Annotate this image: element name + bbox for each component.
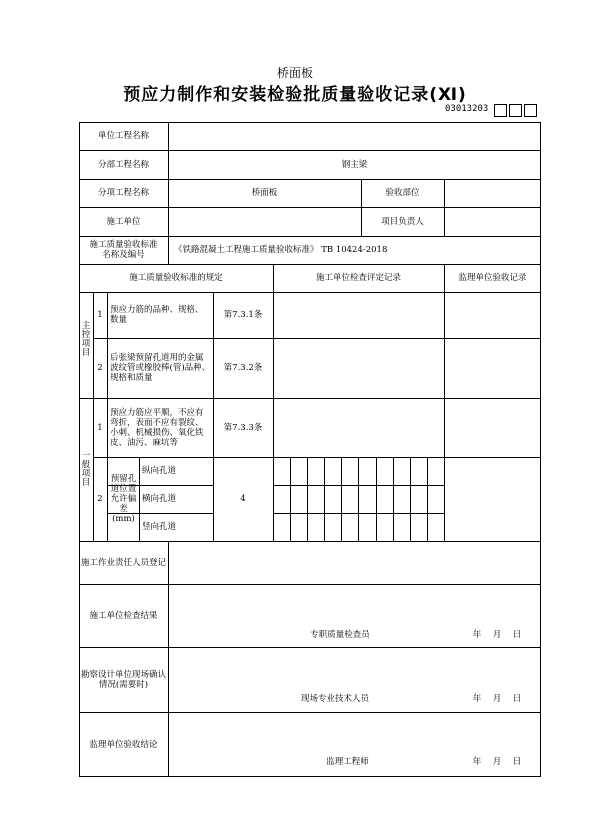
- project-manager-label: 项目负责人: [381, 216, 424, 227]
- col-divider: [139, 457, 140, 541]
- general-item-1-no: 1: [97, 422, 103, 433]
- grid-cell-divider: [290, 457, 291, 541]
- tolerance-value: 4: [240, 494, 246, 504]
- main-item-2-clause: 第7.3.2条: [223, 363, 263, 373]
- code-box-3[interactable]: [524, 104, 537, 117]
- grid-cell-divider: [341, 457, 342, 541]
- unit-project-value[interactable]: [168, 122, 541, 150]
- code-box-2[interactable]: [509, 104, 522, 117]
- design-confirm-label: 勘察设计单位现场确认情况(需要时): [80, 669, 166, 690]
- general-item-1-clause: 第7.3.3条: [223, 422, 263, 433]
- standard-label-line1: 施工质量验收标准: [89, 240, 158, 250]
- main-item-1-desc: 预应力筋的品种、规格、数量: [110, 305, 204, 325]
- header-standard-spec: 施工质量验收标准的规定: [129, 273, 223, 283]
- general-item-1-desc: 预应力筋应平顺，不应有弯折，表面不应有裂纹、小刺、机械损伤、氧化铁皮、油污、麻坑等: [110, 407, 204, 448]
- acceptance-part-value[interactable]: [444, 179, 541, 207]
- grid-cell-divider: [307, 457, 308, 541]
- standard-label-line2: 名称及编号: [102, 250, 145, 260]
- col-divider: [273, 264, 274, 541]
- code-box-1[interactable]: [494, 104, 507, 117]
- main-control-group-label: 主控项目: [81, 321, 91, 358]
- form-title: 预应力制作和安装检验批质量验收记录(Ⅺ): [123, 85, 467, 105]
- subdivision-value[interactable]: 桥面板: [251, 188, 278, 198]
- main-item-1-no: 1: [97, 310, 103, 320]
- sub-row-vertical: 竖向孔道: [142, 522, 177, 532]
- main-item-2-desc: 后张梁预留孔道用的金属波纹管或橡胶棒(管)品种、规格和质量: [110, 353, 211, 383]
- subdivision-label: 分项工程名称: [97, 188, 149, 198]
- grid-cell-divider: [393, 457, 394, 541]
- main-item-2-no: 2: [97, 363, 103, 373]
- general-group-label: 一般项目: [81, 451, 91, 488]
- construction-check-result-label: 施工单位检查结果: [89, 610, 158, 621]
- construction-unit-label: 施工单位: [106, 216, 141, 227]
- date-month: 月: [492, 757, 502, 767]
- general-item-2-no: 2: [97, 494, 103, 504]
- quality-inspector-label: 专职质量检查员: [310, 630, 370, 640]
- standard-label: [79, 236, 168, 264]
- form-subtitle: 桥面板: [276, 66, 313, 80]
- worker-register-label: 施工作业责任人员登记: [80, 557, 166, 568]
- header-supervision-record: 监理单位验收记录: [458, 273, 527, 283]
- date-year: 年: [472, 757, 482, 767]
- date-day: 日: [512, 694, 522, 704]
- main-item-1-clause: 第7.3.1条: [223, 310, 263, 320]
- sub-row-longitudinal: 纵向孔道: [142, 466, 177, 476]
- construction-unit-value[interactable]: [168, 207, 361, 236]
- grid-cell-divider: [376, 457, 377, 541]
- col-divider: [168, 541, 169, 777]
- unit-project-label: 单位工程名称: [97, 131, 149, 141]
- date-month: 月: [492, 630, 502, 640]
- date-month: 月: [492, 694, 502, 704]
- header-construction-check: 施工单位检查评定记录: [315, 273, 401, 283]
- date-day: 日: [512, 630, 522, 640]
- acceptance-part-label: 验收部位: [385, 188, 420, 198]
- grid-cell-divider: [410, 457, 411, 541]
- division-label: 分部工程名称: [97, 159, 149, 170]
- standard-value: 《铁路混凝土工程施工质量验收标准》 TB 10424-2018: [174, 245, 388, 255]
- col-divider: [444, 264, 445, 541]
- sub-row-transverse: 横向孔道: [142, 494, 177, 504]
- grid-cell-divider: [427, 457, 428, 541]
- date-year: 年: [472, 630, 482, 640]
- col-divider: [107, 292, 108, 541]
- general-item-2-label: 预留孔道位置允许偏差(mm): [110, 474, 137, 524]
- col-divider: [168, 236, 169, 264]
- supervision-conclusion-label: 监理单位验收结论: [89, 739, 158, 750]
- grid-cell-divider: [324, 457, 325, 541]
- grid-cell-divider: [358, 457, 359, 541]
- form-code: 03013203: [445, 104, 489, 114]
- date-day: 日: [512, 757, 522, 767]
- division-value[interactable]: 钢主梁: [341, 159, 368, 170]
- supervision-engineer-label: 监理工程师: [326, 757, 369, 767]
- project-manager-value[interactable]: [444, 207, 541, 236]
- date-year: 年: [472, 694, 482, 704]
- site-tech-label: 现场专业技术人员: [300, 694, 369, 704]
